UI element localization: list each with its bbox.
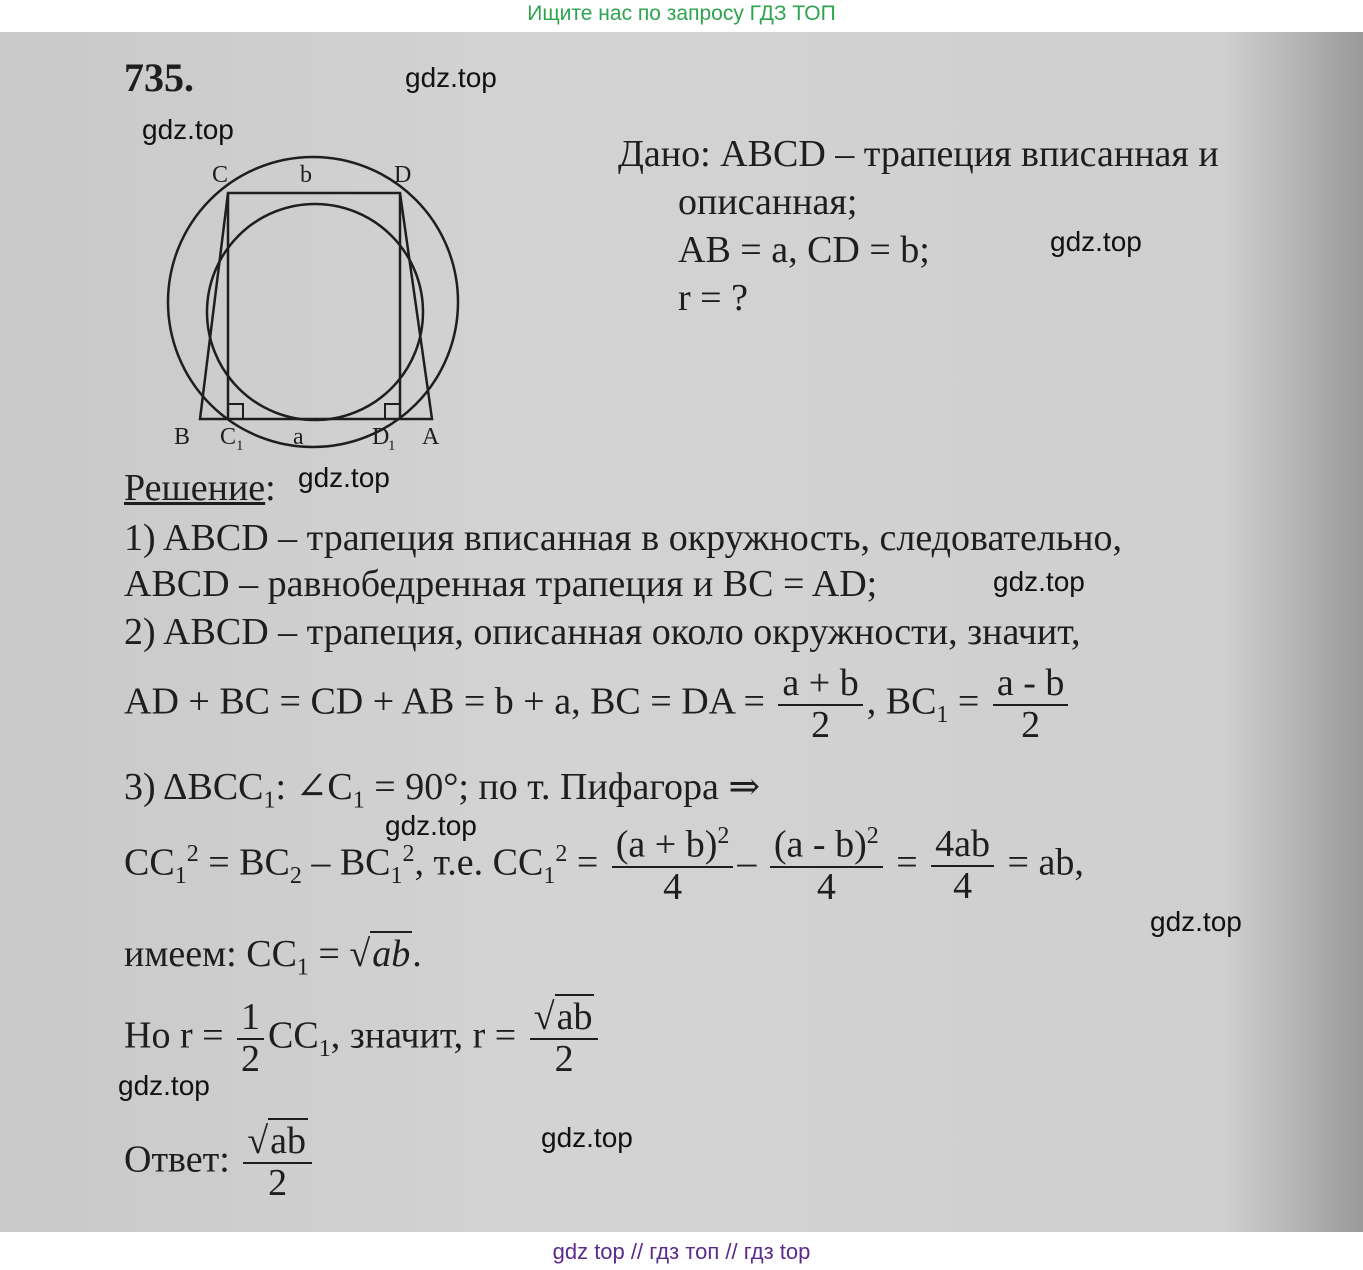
step3-rest-b: = 90°; по т. Пифагора ⇒ <box>364 766 761 808</box>
eq-part2-sub: 1 <box>390 863 403 890</box>
frac-den: 2 <box>811 703 831 746</box>
inscribed-circle <box>207 204 423 420</box>
frac-num <box>770 824 883 868</box>
frac-num: a + b <box>778 664 862 706</box>
frac-den: 2 <box>241 1037 261 1080</box>
have-sub: 1 <box>296 954 309 981</box>
but-cc-sub: 1 <box>318 1036 331 1063</box>
fraction-one-half <box>237 998 264 1080</box>
step2-mid-sub: 1 <box>936 702 949 729</box>
eq-part3-eq: = <box>567 841 599 884</box>
eq-part1: = BC <box>198 841 290 884</box>
frac-den: 4 <box>663 865 683 908</box>
frac-num-text: (a - b) <box>773 823 867 866</box>
fraction-a-minus-b-squared-over-4 <box>770 824 883 907</box>
watermark: gdz.top <box>385 810 477 841</box>
watermark: gdz.top <box>541 1122 633 1153</box>
frac-num <box>530 998 599 1040</box>
eq-end: = ab, <box>1007 841 1084 884</box>
have-eq: = <box>308 933 340 975</box>
label-c: C <box>212 162 229 188</box>
step2-eq2: = <box>948 680 980 723</box>
label-c1-sub: 1 <box>236 438 244 454</box>
step3-sub: 1 <box>263 787 276 814</box>
given-line-1: Дано: ABCD – трапеция вписанная и <box>618 133 1219 175</box>
label-d: D <box>394 162 412 188</box>
watermark: gdz.top <box>142 114 234 145</box>
eq-minus: – <box>737 841 757 884</box>
fraction-sqrt-ab-over-2 <box>530 998 599 1080</box>
fraction-a-plus-b-over-2 <box>778 664 862 746</box>
pythagoras-equation <box>124 824 1084 907</box>
step2-eq-prefix: AD + BC = CD + AB = b + a, BC = DA = <box>124 680 765 723</box>
watermark: gdz.top <box>298 462 390 493</box>
eq-sup: 2 <box>186 840 199 867</box>
label-c1: C <box>220 424 237 450</box>
eq-part1-sub: 2 <box>289 863 302 890</box>
right-angle-c1 <box>228 404 243 419</box>
answer-line <box>124 1122 316 1204</box>
eq-cc1: CC <box>124 841 175 884</box>
sqrt-ab: √ab <box>349 933 411 975</box>
frac-num-sup: 2 <box>717 823 730 849</box>
answer-fraction <box>243 1122 312 1204</box>
frac-den: 4 <box>953 864 973 907</box>
step3-text: 3) ΔBCC <box>124 766 264 808</box>
watermark: gdz.top <box>405 62 497 93</box>
frac-num-text: (a + b) <box>615 823 718 866</box>
frac-den: 2 <box>1021 703 1041 746</box>
eq-part3-sub: 1 <box>543 863 556 890</box>
textbook-page <box>0 32 1363 1232</box>
radicand: ab <box>270 1120 307 1162</box>
eq-part3: , т.е. CC <box>414 841 544 884</box>
eq-eq2: = <box>896 841 918 884</box>
fraction-a-plus-b-squared-over-4 <box>612 824 734 907</box>
but-prefix: Но r = <box>124 1014 224 1057</box>
fraction-a-minus-b-over-2 <box>993 664 1069 746</box>
step2-equation <box>124 664 1072 746</box>
have-prefix: имеем: CC <box>124 933 297 975</box>
label-a: a <box>293 424 304 450</box>
sqrt-ab: √ab <box>533 996 593 1038</box>
top-banner[interactable]: Ищите нас по запросу ГДЗ ТОП <box>527 2 836 25</box>
solution-heading-text: Решение <box>124 467 266 509</box>
step2-mid: , BC <box>866 680 937 723</box>
label-b: b <box>300 162 312 188</box>
eq-part3-sup: 2 <box>555 840 568 867</box>
frac-den: 2 <box>268 1161 288 1204</box>
label-a-vertex: A <box>422 424 440 450</box>
frac-num: a - b <box>993 664 1069 706</box>
radicand: ab <box>556 996 593 1038</box>
frac-num: 4ab <box>931 825 994 867</box>
solution-heading <box>124 466 276 510</box>
fraction-4ab-over-4 <box>931 822 994 907</box>
watermark: gdz.top <box>993 566 1085 597</box>
step3-sub2: 1 <box>352 787 365 814</box>
have-line <box>124 932 422 982</box>
frac-num <box>612 824 734 868</box>
frac-den: 4 <box>816 865 836 908</box>
trapezoid-diagram <box>150 152 480 454</box>
watermark: gdz.top <box>1150 906 1242 937</box>
frac-num: 1 <box>237 998 264 1040</box>
problem-number: 735. <box>124 55 194 100</box>
label-b-vertex: B <box>174 424 191 450</box>
eq-part2: – BC <box>301 841 391 884</box>
given-line-2: описанная; <box>678 181 858 223</box>
eq-sub: 1 <box>174 863 187 890</box>
solution-heading-colon: : <box>265 467 276 509</box>
right-angle-d1 <box>385 404 400 419</box>
radicand: ab <box>372 933 411 975</box>
sqrt-ab: √ab <box>247 1120 307 1162</box>
step1-line2: ABCD – равнобедренная трапеция и BC = AD; <box>124 563 878 605</box>
but-mid: , значит, r = <box>330 1014 517 1057</box>
frac-num <box>243 1122 312 1164</box>
but-line <box>124 998 602 1080</box>
step2-line1: 2) ABCD – трапеция, описанная около окружности, значит, <box>124 611 1081 653</box>
frac-den: 2 <box>554 1037 574 1080</box>
step1-line1: 1) ABCD – трапеция вписанная в окружность, следовательно, <box>124 517 1122 559</box>
watermark: gdz.top <box>1050 226 1142 257</box>
but-cc: CC <box>268 1014 319 1057</box>
watermark: gdz.top <box>118 1070 210 1101</box>
given-line-4: r = ? <box>678 277 748 319</box>
step3-line <box>124 764 760 815</box>
given-line-3: AB = a, CD = b; <box>678 229 930 271</box>
label-d1-sub: 1 <box>388 438 396 454</box>
step3-rest-a: : ∠C <box>275 766 353 808</box>
label-d1: D <box>372 424 390 450</box>
eq-part2-sup: 2 <box>402 840 415 867</box>
have-end: . <box>412 933 422 975</box>
answer-label: Ответ: <box>124 1138 230 1181</box>
footer-links[interactable]: gdz top // гдз топ // гдз top <box>552 1239 811 1264</box>
frac-num-sup: 2 <box>866 823 879 849</box>
